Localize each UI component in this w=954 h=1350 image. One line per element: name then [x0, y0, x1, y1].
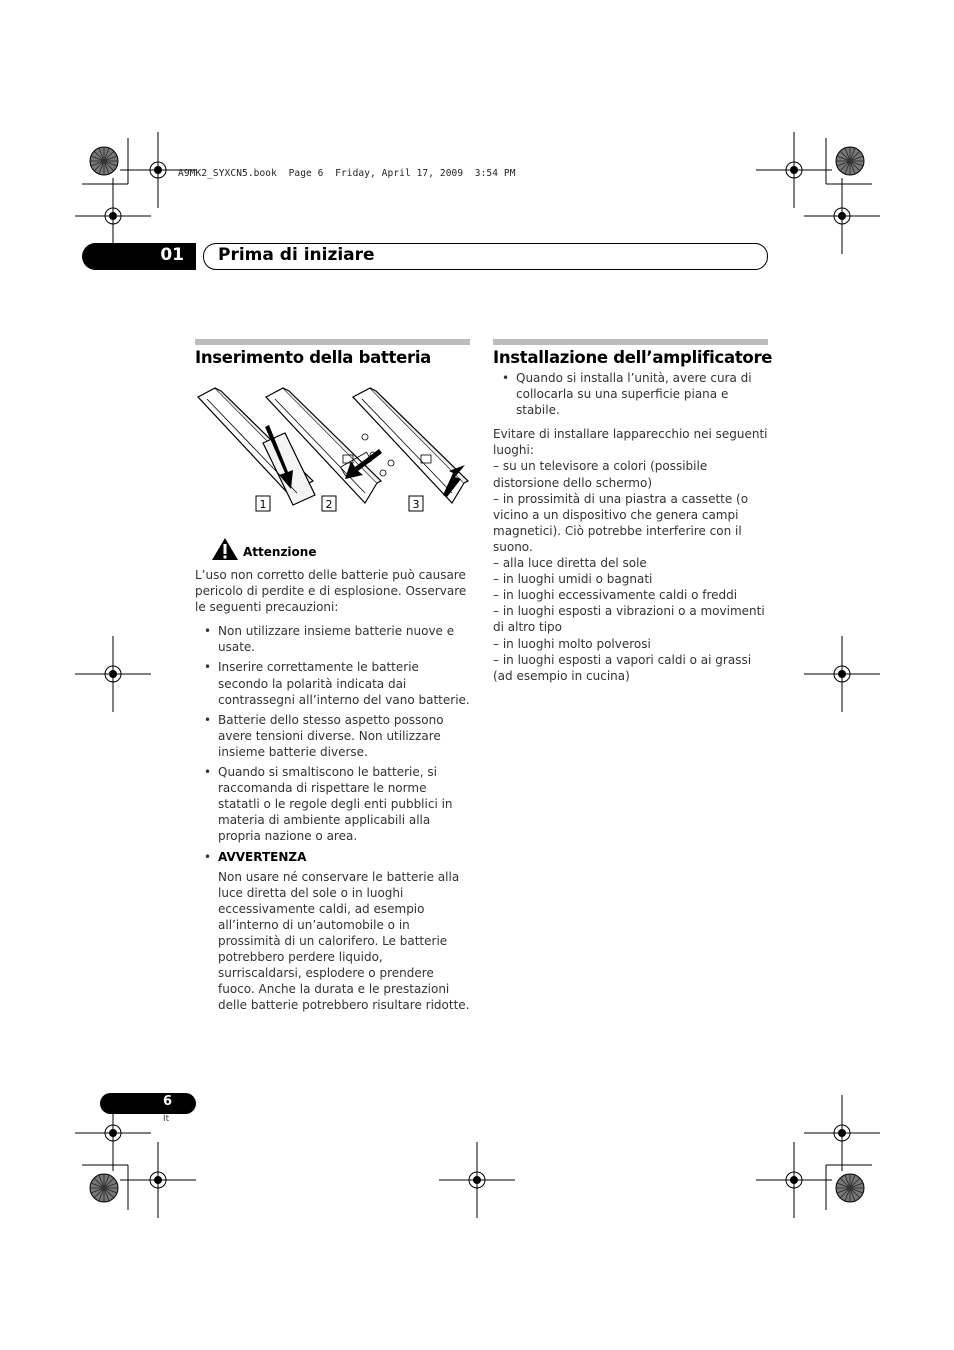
warning-text: Non usare né conservare le batterie alla luce diretta del sole o in luoghi eccessivamente caldi, ad esempio all’interno di un’automobile o in prossimità di un calorifero. Le batterie potrebbero perdere liquido, surriscaldarsi, esplodere o prendere fuoco. Anche la durata e le prestazioni delle batterie potrebbero risultare ridotte. [218, 869, 470, 1013]
location-item: – in luoghi molto polverosi [493, 636, 651, 651]
section-heading-battery: Inserimento della batteria [195, 348, 432, 367]
installation-bullet: • Quando si installa l’unità, avere cura di collocarla su una superficie piana e stabile. [493, 370, 768, 418]
star-target-icon [836, 1174, 864, 1202]
section-heading-installation: Installazione dell’amplificatore [493, 348, 773, 367]
warning-item [195, 849, 470, 865]
precaution-item: • Non utilizzare insieme batterie nuove e usate. [195, 623, 470, 655]
installation-text [493, 370, 768, 684]
installation-intro: Evitare di installare lapparecchio nei seguenti luoghi: [493, 427, 768, 458]
print-info-line: A9MK2_SYXCN5.book Page 6 Friday, April 17, 2009 3:54 PM [178, 168, 516, 179]
location-item: – su un televisore a colori (possibile distorsione dello schermo) [493, 459, 708, 490]
warning-heading: AVVERTENZA [218, 849, 307, 864]
page-number-tab [100, 1093, 196, 1114]
registration-mark-icon [756, 1142, 832, 1218]
location-item: – in luoghi esposti a vibrazioni o a movimenti di altro tipo [493, 604, 765, 635]
warning-triangle-icon [210, 536, 240, 562]
page-number: 6 [162, 1094, 172, 1109]
battery-precautions [195, 567, 470, 1013]
precautions-intro: L’uso non corretto delle batterie può causare pericolo di perdite e di esplosione. Osservare le seguenti precauzioni: [195, 568, 467, 615]
registration-mark-icon [120, 1142, 196, 1218]
precaution-item: • Quando si smaltiscono le batterie, si raccomanda di rispettare le norme statatli o le regole degli enti pubblici in materia di ambiente applicabili alla propria nazione o area. [195, 764, 470, 844]
figure-step-3: 3 [412, 498, 420, 511]
location-item: – in luoghi eccessivamente caldi o freddi [493, 588, 738, 603]
figure-step-1: 1 [259, 498, 267, 511]
location-item: – in luoghi umidi o bagnati [493, 572, 653, 587]
registration-mark-icon [804, 636, 880, 712]
registration-mark-icon [439, 1142, 515, 1218]
star-target-icon [836, 147, 864, 175]
precaution-item: • Inserire correttamente le batterie secondo la polarità indicata dai contrassegni all’interno del vano batterie. [195, 659, 470, 707]
location-item: – in luoghi esposti a vapori caldi o ai grassi (ad esempio in cucina) [493, 652, 752, 683]
registration-mark-icon [75, 636, 151, 712]
star-target-icon [90, 1174, 118, 1202]
location-item: – in prossimità di una piastra a cassette (o vicino a un dispositivo che genera campi magnetici). Ciò potrebbe interferire con il suono. [493, 491, 749, 554]
precaution-item: • Batterie dello stesso aspetto possono avere tensioni diverse. Non utilizzare insieme batterie diverse. [195, 712, 470, 760]
chapter-title: Prima di iniziare [218, 245, 375, 265]
section-rule [195, 339, 470, 345]
page-language: It [163, 1114, 170, 1124]
chapter-title-bar [203, 243, 768, 270]
registration-mark-icon [804, 1095, 880, 1171]
chapter-number-tab [82, 243, 196, 270]
star-target-icon [90, 147, 118, 175]
section-rule [493, 339, 768, 345]
registration-mark-icon [756, 132, 832, 208]
location-item: – alla luce diretta del sole [493, 556, 647, 571]
registration-mark-icon [804, 178, 880, 254]
caution-label: Attenzione [243, 545, 317, 559]
chapter-number: 01 [160, 245, 184, 265]
battery-insertion-figure [193, 385, 473, 515]
figure-step-2: 2 [325, 498, 333, 511]
